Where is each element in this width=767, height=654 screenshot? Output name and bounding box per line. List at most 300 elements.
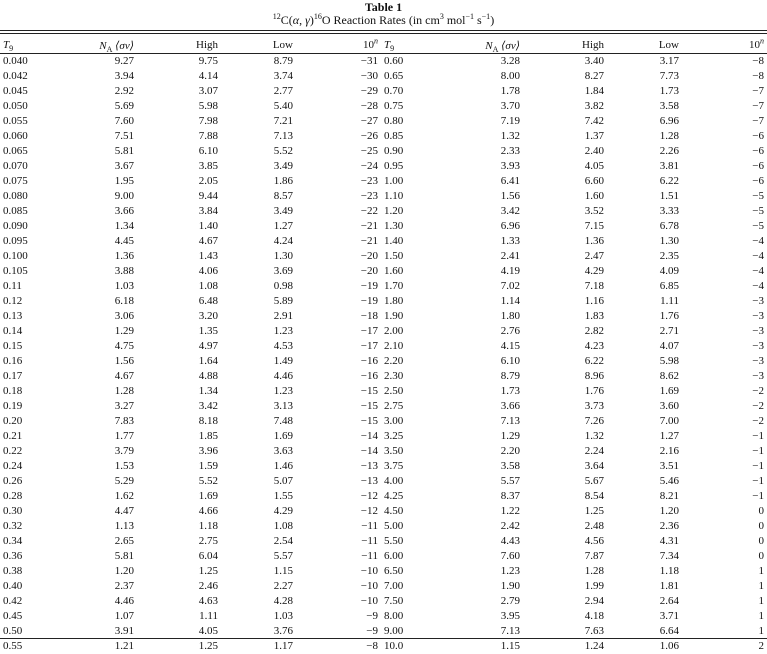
cell-exponent-right: 1 [758,625,764,637]
cell-t9-right: 0.90 [384,145,404,157]
cell-high: 4.14 [198,70,218,82]
cell-exponent-right: −1 [752,430,764,442]
cell-t9-right: 0.75 [384,100,404,112]
cell-high: 4.05 [198,625,218,637]
cell-low: 1.23 [273,385,293,397]
cell-t9: 0.55 [3,640,23,652]
cell-low-right: 5.98 [659,355,679,367]
cell-exponent-right: −6 [752,130,764,142]
cell-low-right: 7.73 [659,70,679,82]
cell-t9: 0.105 [3,265,28,277]
cell-high: 1.25 [198,565,218,577]
cell-rate-right: 1.33 [500,235,520,247]
cell-high: 5.98 [198,100,218,112]
cell-t9: 0.042 [3,70,28,82]
cell-exponent-right: 1 [758,595,764,607]
top-double-rule-2 [0,33,767,34]
cell-rate: 7.83 [114,415,134,427]
cell-high-right: 4.29 [584,265,604,277]
cell-rate-right: 2.41 [500,250,520,262]
cell-rate: 4.47 [114,505,134,517]
cell-rate-right: 7.13 [500,625,520,637]
cell-low: 7.13 [273,130,293,142]
cell-rate: 5.81 [114,550,134,562]
cell-exponent: −11 [361,520,378,532]
cell-exponent-right: −2 [752,385,764,397]
cell-t9: 0.095 [3,235,28,247]
cell-low-right: 6.22 [659,175,679,187]
cell-t9: 0.045 [3,85,28,97]
table-row [0,99,767,114]
cell-high: 9.75 [198,55,218,67]
cell-t9-right: 8.00 [384,610,404,622]
cell-low: 8.57 [273,190,293,202]
cell-exponent-right: 0 [758,535,764,547]
cell-exponent: −27 [360,115,378,127]
cell-exponent-right: −8 [752,55,764,67]
col-header-high: High [196,39,218,51]
cell-rate: 1.77 [114,430,134,442]
cell-exponent: −19 [360,295,378,307]
cell-high: 3.85 [198,160,218,172]
cell-high: 1.18 [198,520,218,532]
cell-high-right: 5.67 [584,475,604,487]
cell-exponent: −8 [366,640,378,652]
table-row [0,309,767,324]
cell-high-right: 1.16 [584,295,604,307]
table-row [0,279,767,294]
cell-low-right: 6.78 [659,220,679,232]
cell-low-right: 4.07 [659,340,679,352]
cell-exponent-right: −3 [752,370,764,382]
cell-t9-right: 3.75 [384,460,404,472]
cell-exponent-right: −3 [752,310,764,322]
cell-rate: 3.67 [114,160,134,172]
table-body [0,54,767,654]
cell-t9: 0.055 [3,115,28,127]
cell-exponent: −16 [360,355,378,367]
cell-high: 1.35 [198,325,218,337]
cell-low: 2.77 [273,85,293,97]
cell-high: 1.43 [198,250,218,262]
cell-exponent-right: −5 [752,220,764,232]
cell-low-right: 1.20 [659,505,679,517]
table-row [0,459,767,474]
cell-exponent-right: −5 [752,205,764,217]
cell-rate-right: 4.15 [500,340,520,352]
cell-low-right: 1.27 [659,430,679,442]
cell-low: 3.13 [273,400,293,412]
cell-low-right: 2.16 [659,445,679,457]
cell-low: 1.55 [273,490,293,502]
cell-rate-right: 7.13 [500,415,520,427]
cell-high-right: 7.87 [584,550,604,562]
cell-exponent-right: −5 [752,190,764,202]
cell-low: 5.57 [273,550,293,562]
cell-t9-right: 1.40 [384,235,404,247]
cell-t9-right: 2.00 [384,325,404,337]
cell-high-right: 7.42 [584,115,604,127]
cell-rate-right: 3.42 [500,205,520,217]
cell-rate-right: 1.32 [500,130,520,142]
cell-low-right: 7.34 [659,550,679,562]
cell-rate-right: 8.37 [500,490,520,502]
cell-low-right: 4.31 [659,535,679,547]
cell-low: 4.29 [273,505,293,517]
cell-high: 8.18 [198,415,218,427]
cell-low: 4.24 [273,235,293,247]
cell-t9: 0.085 [3,205,28,217]
cell-high: 4.06 [198,265,218,277]
cell-low-right: 3.81 [659,160,679,172]
cell-rate-right: 1.15 [500,640,520,652]
cell-rate-right: 2.79 [500,595,520,607]
cell-high: 1.11 [199,610,218,622]
table-row [0,444,767,459]
table-row [0,174,767,189]
cell-high-right: 1.60 [584,190,604,202]
cell-low: 3.74 [273,70,293,82]
cell-rate-right: 8.79 [500,370,520,382]
cell-exponent-right: −4 [752,250,764,262]
cell-t9-right: 1.00 [384,175,404,187]
cell-high-right: 3.82 [584,100,604,112]
cell-t9: 0.40 [3,580,23,592]
cell-rate: 4.67 [114,370,134,382]
cell-t9: 0.20 [3,415,23,427]
cell-t9: 0.30 [3,505,23,517]
cell-low: 4.53 [273,340,293,352]
cell-rate: 1.36 [114,250,134,262]
cell-rate: 2.92 [114,85,134,97]
table-row [0,429,767,444]
cell-exponent-right: −1 [752,475,764,487]
cell-high: 9.44 [198,190,218,202]
cell-exponent: −23 [360,175,378,187]
cell-rate-right: 1.14 [500,295,520,307]
table-row [0,474,767,489]
cell-high-right: 4.05 [584,160,604,172]
cell-t9: 0.24 [3,460,23,472]
cell-t9: 0.050 [3,100,28,112]
cell-t9-right: 0.60 [384,55,404,67]
cell-high: 4.63 [198,595,218,607]
cell-low-right: 1.18 [659,565,679,577]
cell-rate: 3.06 [114,310,134,322]
cell-exponent: −17 [360,325,378,337]
cell-high-right: 3.64 [584,460,604,472]
cell-exponent: −17 [360,340,378,352]
cell-high-right: 2.94 [584,595,604,607]
cell-low-right: 1.11 [660,295,679,307]
cell-t9: 0.21 [3,430,23,442]
table-row [0,534,767,549]
cell-low-right: 1.76 [659,310,679,322]
table-row [0,159,767,174]
cell-low-right: 1.69 [659,385,679,397]
cell-rate-right: 4.43 [500,535,520,547]
cell-low-right: 6.64 [659,625,679,637]
cell-t9-right: 2.75 [384,400,404,412]
cell-low: 1.17 [273,640,293,652]
table-row [0,489,767,504]
cell-rate: 1.29 [114,325,134,337]
cell-high-right: 4.23 [584,340,604,352]
col-header-exponent-right: 10$^n$ [749,36,764,51]
table-row [0,189,767,204]
cell-low-right: 1.06 [659,640,679,652]
table-row [0,324,767,339]
table-row [0,594,767,609]
col-header-low: Low [272,39,293,51]
cell-high-right: 4.56 [584,535,604,547]
cell-exponent-right: −2 [752,415,764,427]
cell-high-right: 1.37 [584,130,604,142]
cell-low: 2.27 [273,580,293,592]
cell-low: 1.15 [273,565,293,577]
cell-exponent: −10 [360,565,378,577]
cell-low: 1.08 [273,520,293,532]
cell-high: 6.04 [198,550,218,562]
cell-exponent: −21 [360,235,378,247]
cell-low: 3.49 [273,205,293,217]
col-header-rate-right: $N_A$ ⟨σv⟩ [485,39,520,54]
header-row [0,36,767,54]
top-double-rule-1 [0,30,767,31]
cell-t9: 0.15 [3,340,23,352]
cell-exponent: −19 [360,280,378,292]
cell-rate: 1.20 [114,565,134,577]
cell-exponent: −15 [360,415,378,427]
cell-rate-right: 3.58 [500,460,520,472]
cell-t9-right: 1.50 [384,250,404,262]
cell-rate-right: 2.42 [500,520,520,532]
cell-t9: 0.14 [3,325,23,337]
cell-rate: 1.56 [114,355,134,367]
cell-exponent-right: −1 [752,490,764,502]
cell-low-right: 5.46 [659,475,679,487]
cell-t9-right: 2.10 [384,340,404,352]
table-row [0,114,767,129]
cell-exponent: −10 [360,595,378,607]
cell-low-right: 6.85 [659,280,679,292]
cell-rate-right: 8.00 [500,70,520,82]
cell-exponent: −11 [361,550,378,562]
cell-low-right: 1.51 [659,190,679,202]
cell-high-right: 3.40 [584,55,604,67]
cell-high-right: 1.84 [584,85,604,97]
cell-high: 1.25 [198,640,218,652]
col-header-rate: $N_A$ ⟨σv⟩ [99,39,134,54]
cell-low-right: 7.00 [659,415,679,427]
cell-t9-right: 1.60 [384,265,404,277]
cell-rate: 3.91 [114,625,134,637]
cell-exponent-right: −2 [752,400,764,412]
cell-high: 6.10 [198,145,218,157]
cell-exponent-right: 0 [758,550,764,562]
cell-rate-right: 1.90 [500,580,520,592]
cell-rate: 1.03 [114,280,134,292]
cell-high-right: 1.76 [584,385,604,397]
cell-t9: 0.32 [3,520,23,532]
cell-exponent-right: −7 [752,100,764,112]
cell-t9-right: 7.50 [384,595,404,607]
cell-exponent: −29 [360,85,378,97]
table-row [0,249,767,264]
cell-t9-right: 2.30 [384,370,404,382]
table-row [0,414,767,429]
cell-rate-right: 6.41 [500,175,520,187]
cell-low-right: 3.33 [659,205,679,217]
cell-exponent-right: −7 [752,115,764,127]
cell-low: 8.79 [273,55,293,67]
cell-low: 1.27 [273,220,293,232]
cell-t9: 0.50 [3,625,23,637]
cell-exponent-right: −3 [752,325,764,337]
table-row [0,219,767,234]
table-row [0,639,767,654]
cell-rate-right: 3.66 [500,400,520,412]
cell-t9: 0.45 [3,610,23,622]
col-header-t9: $T_9$ [3,39,14,54]
cell-high: 2.46 [198,580,218,592]
cell-high: 4.97 [198,340,218,352]
cell-exponent: −11 [361,535,378,547]
cell-t9: 0.18 [3,385,23,397]
cell-high: 1.85 [198,430,218,442]
cell-low: 2.54 [273,535,293,547]
cell-rate-right: 2.33 [500,145,520,157]
cell-t9-right: 3.00 [384,415,404,427]
cell-high-right: 2.48 [584,520,604,532]
cell-t9: 0.100 [3,250,28,262]
table-row [0,294,767,309]
cell-exponent-right: 1 [758,580,764,592]
cell-exponent-right: −3 [752,340,764,352]
cell-low-right: 2.36 [659,520,679,532]
cell-rate-right: 7.60 [500,550,520,562]
cell-exponent: −24 [360,160,378,172]
cell-t9-right: 6.50 [384,565,404,577]
cell-rate: 7.51 [114,130,134,142]
cell-exponent: −26 [360,130,378,142]
table-row [0,504,767,519]
cell-high-right: 2.40 [584,145,604,157]
cell-high-right: 6.22 [584,355,604,367]
cell-low: 4.46 [273,370,293,382]
cell-exponent-right: 1 [758,610,764,622]
cell-high: 1.69 [198,490,218,502]
cell-high-right: 1.99 [584,580,604,592]
cell-rate-right: 1.80 [500,310,520,322]
cell-low: 1.49 [273,355,293,367]
cell-exponent: −20 [360,265,378,277]
cell-low: 1.46 [273,460,293,472]
cell-exponent: −14 [360,445,378,457]
cell-high-right: 2.24 [584,445,604,457]
cell-low-right: 4.09 [659,265,679,277]
cell-rate-right: 1.56 [500,190,520,202]
cell-low-right: 6.96 [659,115,679,127]
cell-low-right: 1.73 [659,85,679,97]
cell-rate-right: 7.19 [500,115,520,127]
cell-high: 2.75 [198,535,218,547]
cell-t9-right: 3.50 [384,445,404,457]
cell-low: 2.91 [273,310,293,322]
cell-t9-right: 1.90 [384,310,404,322]
cell-low: 0.98 [273,280,293,292]
cell-t9: 0.040 [3,55,28,67]
cell-t9: 0.28 [3,490,23,502]
cell-low-right: 2.71 [659,325,679,337]
cell-low: 3.63 [273,445,293,457]
cell-exponent: −9 [366,625,378,637]
cell-t9-right: 5.00 [384,520,404,532]
cell-low: 4.28 [273,595,293,607]
table-row [0,519,767,534]
cell-high-right: 8.27 [584,70,604,82]
cell-rate: 3.88 [114,265,134,277]
cell-exponent-right: −7 [752,85,764,97]
cell-exponent: −12 [360,505,378,517]
cell-exponent: −9 [366,610,378,622]
table-row [0,339,767,354]
cell-low-right: 2.35 [659,250,679,262]
cell-low-right: 3.51 [659,460,679,472]
cell-rate: 5.29 [114,475,134,487]
cell-t9: 0.090 [3,220,28,232]
cell-high: 7.88 [198,130,218,142]
cell-high-right: 1.25 [584,505,604,517]
cell-rate: 1.53 [114,460,134,472]
cell-t9: 0.17 [3,370,23,382]
cell-exponent-right: 0 [758,520,764,532]
cell-exponent-right: −3 [752,295,764,307]
cell-t9-right: 3.25 [384,430,404,442]
cell-high-right: 1.28 [584,565,604,577]
cell-low: 3.49 [273,160,293,172]
cell-t9: 0.075 [3,175,28,187]
cell-low: 3.76 [273,625,293,637]
cell-rate: 1.62 [114,490,134,502]
cell-low: 5.40 [273,100,293,112]
table-row [0,69,767,84]
cell-rate-right: 1.29 [500,430,520,442]
table-row [0,144,767,159]
cell-high: 1.64 [198,355,218,367]
cell-t9-right: 4.25 [384,490,404,502]
cell-low: 5.07 [273,475,293,487]
cell-t9-right: 0.95 [384,160,404,172]
table-row [0,54,767,69]
cell-low-right: 8.21 [659,490,679,502]
cell-low-right: 1.81 [659,580,679,592]
table-row [0,609,767,624]
cell-t9: 0.19 [3,400,23,412]
cell-rate: 9.00 [114,190,134,202]
table-row [0,129,767,144]
cell-exponent-right: −6 [752,160,764,172]
cell-exponent: −12 [360,490,378,502]
cell-exponent-right: −6 [752,145,764,157]
cell-exponent: −25 [360,145,378,157]
cell-rate: 4.46 [114,595,134,607]
cell-high-right: 8.54 [584,490,604,502]
col-header-high-right: High [582,39,604,51]
cell-exponent: −30 [360,70,378,82]
cell-t9-right: 9.00 [384,625,404,637]
cell-exponent: −10 [360,580,378,592]
